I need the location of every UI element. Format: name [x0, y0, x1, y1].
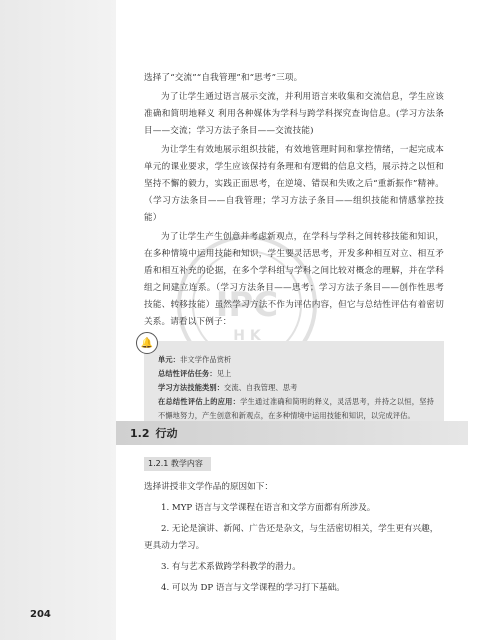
- example-value: 学生通过准确和简明的释义，灵活思考，并持之以恒，坚持不懈地努力，产生创意和新观点，在多种情境中运用技能和知识，以完成评估。: [158, 397, 434, 420]
- section-text: [144, 456, 444, 601]
- list-item: 1. MYP 语言与文学课程在语言和文学方面都有所涉及。: [161, 503, 376, 513]
- sub-paragraph-intro: 选择讲授非文学作品的原因如下：: [144, 482, 273, 492]
- main-text: [140, 70, 444, 431]
- section-title: 行动: [155, 427, 178, 440]
- subsection-heading: [144, 457, 211, 471]
- subsection-title: 教学内容: [170, 459, 203, 468]
- watermark-text-sub: H K: [233, 328, 261, 344]
- example-key: 在总结性评估上的应用：: [158, 397, 241, 406]
- section-heading: [116, 421, 468, 445]
- section-number: 1.2: [130, 426, 150, 440]
- example-row-unit: [158, 353, 434, 367]
- example-key: 总结性评估任务：: [158, 369, 217, 378]
- list-item: 2. 无论是演讲、新闻、广告还是杂文，与生活密切相关，学生更有兴趣，更具动力学习。: [144, 524, 439, 551]
- paragraph-2: 为了让学生通过语言展示交流，并利用语言来收集和交流信息，学生应该准确和简明地释义 利用各种媒体为学科与跨学科探究查询信息。(学习方法条目——交流；学习方法子条目——交流技能): [144, 92, 444, 136]
- list-item: 3. 有与艺术系做跨学科教学的潜力。: [161, 562, 301, 572]
- bell-icon: 🔔: [136, 332, 158, 354]
- page-number: 204: [30, 609, 51, 620]
- watermark-text-main: IPC: [215, 285, 279, 325]
- left-margin-bar: [0, 0, 116, 640]
- subsection-number: 1.2.1: [148, 459, 169, 468]
- example-value: 非文学作品赏析: [180, 355, 232, 364]
- example-row-category: [158, 381, 434, 395]
- paragraph-4: 为了让学生产生创意并考虑新观点，在学科与学科之间转移技能和知识，在多种情境中运用技能和知识，学生要灵活思考，开发多种相互对立、相互矛盾和相互补充的论据，在多个学科组与学科之间比较对概念的理解，并在学科组之间建立连系。（学习方法条目——思考；学习方法子条目——创作性思考技能、转移技能）虽然学习方法不作为评估内容，但它与总结性评估有着密切关系。请看以下例子：: [144, 232, 444, 327]
- example-key: 单元：: [158, 355, 181, 364]
- paragraph-1: 选择了“交流”“自我管理”和“思考”三项。: [144, 73, 303, 83]
- example-value: 交流、自我管理、思考: [224, 383, 298, 392]
- example-row-task: [158, 367, 434, 381]
- list-item: 4. 可以为 DP 语言与文学课程的学习打下基础。: [161, 583, 345, 593]
- example-callout: [140, 337, 444, 431]
- example-value: 见上: [216, 369, 232, 378]
- example-row-application: [158, 395, 434, 423]
- example-box: [144, 341, 444, 431]
- paragraph-3: 为让学生有效地展示组织技能，有效地管理时间和掌控情绪，一起完成本单元的课业要求，学生应该保持有条理和有逻辑的信息文档，展示持之以恒和坚持不懈的毅力，实践正面思考，在逆境、错误和失败之后“重新振作”精神。（学习方法条目——自我管理；学习方法子条目——组织技能和情感掌控技能）: [144, 145, 444, 223]
- example-key: 学习方法技能类别：: [158, 383, 225, 392]
